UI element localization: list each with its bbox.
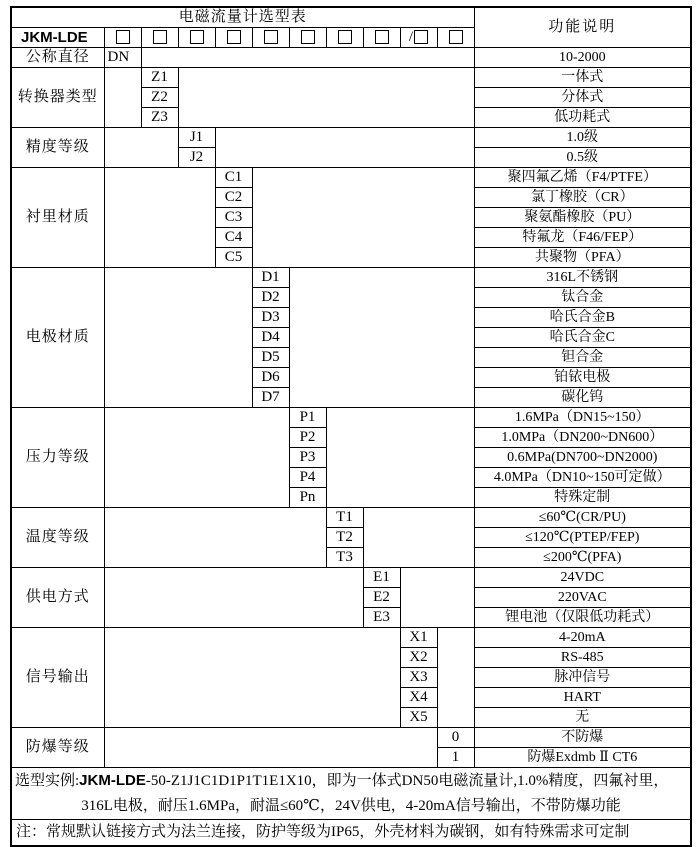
checkbox-icon (190, 30, 204, 44)
code-checkbox-cell (363, 28, 400, 48)
option-description: 钛合金 (474, 288, 691, 308)
option-code: P4 (289, 468, 326, 488)
code-checkbox-cell-slash (400, 28, 437, 48)
option-code: 0 (437, 728, 474, 748)
table-row (11, 728, 691, 748)
option-description: 10-2000 (474, 48, 691, 68)
option-description: 特殊定制 (474, 488, 691, 508)
spacer-cell (215, 128, 474, 168)
option-code: X5 (400, 708, 437, 728)
spacer-cell (363, 508, 474, 568)
option-code: E3 (363, 608, 400, 628)
spacer-cell (104, 168, 215, 268)
option-description: 锂电池（仅限低功耗式） (474, 608, 691, 628)
option-description: 聚四氟乙烯（F4/PTFE） (474, 168, 691, 188)
option-description: 0.6MPa(DN700~DN2000) (474, 448, 691, 468)
title-row (11, 7, 691, 28)
option-code: D1 (252, 268, 289, 288)
option-code: DN (104, 48, 141, 68)
option-description: 1.6MPa（DN15~150） (474, 408, 691, 428)
option-code: T1 (326, 508, 363, 528)
checkbox-icon (227, 30, 241, 44)
category-label: 公称直径 (11, 48, 104, 68)
model-code: JKM-LDE (11, 28, 104, 48)
checkbox-icon (449, 30, 463, 44)
option-code: E2 (363, 588, 400, 608)
spacer-cell (104, 628, 400, 728)
code-checkbox-cell (178, 28, 215, 48)
table-row (11, 408, 691, 428)
option-code: Pn (289, 488, 326, 508)
option-description: 220VAC (474, 588, 691, 608)
spacer-cell (104, 408, 289, 508)
example-row (11, 768, 691, 820)
slash-separator: / (408, 29, 414, 45)
option-description: 分体式 (474, 88, 691, 108)
spacer-cell (104, 568, 363, 628)
option-description: 特氟龙（F46/FEP） (474, 228, 691, 248)
option-code: Z3 (141, 108, 178, 128)
example-line2: 316L电极，耐压1.6MPa，耐温≤60℃，24V供电，4-20mA信号输出，不带防爆功能 (81, 798, 621, 814)
option-description: 24VDC (474, 568, 691, 588)
checkbox-icon (338, 30, 352, 44)
checkbox-icon (264, 30, 278, 44)
example-model-code: JKM-LDE (79, 772, 146, 789)
table-row (11, 568, 691, 588)
option-description: 低功耗式 (474, 108, 691, 128)
selection-table (10, 6, 692, 847)
option-code: E1 (363, 568, 400, 588)
table-row (11, 508, 691, 528)
spacer-cell (104, 268, 252, 408)
spacer-cell (104, 128, 178, 168)
category-label: 电极材质 (11, 268, 104, 408)
table-row (11, 168, 691, 188)
option-code: J2 (178, 148, 215, 168)
table-row (11, 268, 691, 288)
option-code: X3 (400, 668, 437, 688)
option-description: 哈氏合金B (474, 308, 691, 328)
spacer-cell (104, 68, 141, 128)
code-checkbox-cell (215, 28, 252, 48)
option-description: 一体式 (474, 68, 691, 88)
spacer-cell (104, 728, 437, 768)
option-code: D4 (252, 328, 289, 348)
option-code: C1 (215, 168, 252, 188)
option-code: X1 (400, 628, 437, 648)
option-code: C2 (215, 188, 252, 208)
option-description: 哈氏合金C (474, 328, 691, 348)
option-description: 防爆Exdmb Ⅱ CT6 (474, 748, 691, 768)
diameter-row (11, 48, 691, 68)
option-description: 4-20mA (474, 628, 691, 648)
code-checkbox-cell (289, 28, 326, 48)
option-description: ≤120℃(PTEP/FEP) (474, 528, 691, 548)
note-text: 注：常规默认链接方式为法兰连接，防护等级为IP65，外壳材料为碳钢，如有特殊需求可定制 (11, 820, 691, 847)
checkbox-icon (301, 30, 315, 44)
table-row (11, 128, 691, 148)
option-description: 316L不锈钢 (474, 268, 691, 288)
example-rest: -50-Z1J1C1D1P1T1E1X10，即为一体式DN50电磁流量计,1.0%精度，四氟衬里， (145, 773, 669, 789)
page-title: 电磁流量计选型表 (11, 7, 474, 28)
code-checkbox-cell (252, 28, 289, 48)
category-label: 精度等级 (11, 128, 104, 168)
category-label: 供电方式 (11, 568, 104, 628)
option-code: D5 (252, 348, 289, 368)
option-description: HART (474, 688, 691, 708)
option-code: J1 (178, 128, 215, 148)
code-checkbox-cell (104, 28, 141, 48)
option-description: ≤200℃(PFA) (474, 548, 691, 568)
selection-example (11, 768, 691, 820)
checkbox-icon (375, 30, 389, 44)
option-code: 1 (437, 748, 474, 768)
option-description: ≤60℃(CR/PU) (474, 508, 691, 528)
category-label: 防爆等级 (11, 728, 104, 768)
option-code: P2 (289, 428, 326, 448)
option-description: 4.0MPa（DN10~150可定做） (474, 468, 691, 488)
spacer-cell (437, 628, 474, 728)
spacer-cell (141, 48, 474, 68)
spacer-cell (289, 268, 474, 408)
checkbox-icon (414, 30, 428, 44)
spacer-cell (326, 408, 474, 508)
option-description: 1.0MPa（DN200~DN600） (474, 428, 691, 448)
option-description: 碳化钨 (474, 388, 691, 408)
example-prefix: 选型实例: (15, 773, 80, 789)
option-code: D2 (252, 288, 289, 308)
option-code: C5 (215, 248, 252, 268)
category-label: 信号输出 (11, 628, 104, 728)
note-row (11, 820, 691, 847)
option-description: 不防爆 (474, 728, 691, 748)
table-row (11, 68, 691, 88)
category-label: 温度等级 (11, 508, 104, 568)
spacer-cell (178, 68, 474, 128)
option-code: T2 (326, 528, 363, 548)
option-description: 1.0级 (474, 128, 691, 148)
option-description: 氯丁橡胶（CR） (474, 188, 691, 208)
code-checkbox-cell (326, 28, 363, 48)
checkbox-icon (153, 30, 167, 44)
code-checkbox-cell (141, 28, 178, 48)
option-code: D3 (252, 308, 289, 328)
option-description: 聚氨酯橡胶（PU） (474, 208, 691, 228)
option-code: T3 (326, 548, 363, 568)
category-label: 衬里材质 (11, 168, 104, 268)
option-code: D6 (252, 368, 289, 388)
option-description: 共聚物（PFA） (474, 248, 691, 268)
spacer-cell (104, 508, 326, 568)
option-description: 0.5级 (474, 148, 691, 168)
option-code: Z2 (141, 88, 178, 108)
table-row (11, 628, 691, 648)
checkbox-icon (116, 30, 130, 44)
option-code: C3 (215, 208, 252, 228)
option-code: X2 (400, 648, 437, 668)
option-description: RS-485 (474, 648, 691, 668)
option-code: X4 (400, 688, 437, 708)
option-code: C4 (215, 228, 252, 248)
code-checkbox-cell (437, 28, 474, 48)
option-description: 无 (474, 708, 691, 728)
option-description: 铂铱电极 (474, 368, 691, 388)
function-description-header: 功能说明 (474, 7, 691, 48)
category-label: 压力等级 (11, 408, 104, 508)
spacer-cell (252, 168, 474, 268)
example-line1 (12, 768, 690, 794)
option-code: Z1 (141, 68, 178, 88)
spacer-cell (400, 568, 474, 628)
option-code: P1 (289, 408, 326, 428)
option-description: 钽合金 (474, 348, 691, 368)
category-label: 转换器类型 (11, 68, 104, 128)
option-code: D7 (252, 388, 289, 408)
option-code: P3 (289, 448, 326, 468)
option-description: 脉冲信号 (474, 668, 691, 688)
